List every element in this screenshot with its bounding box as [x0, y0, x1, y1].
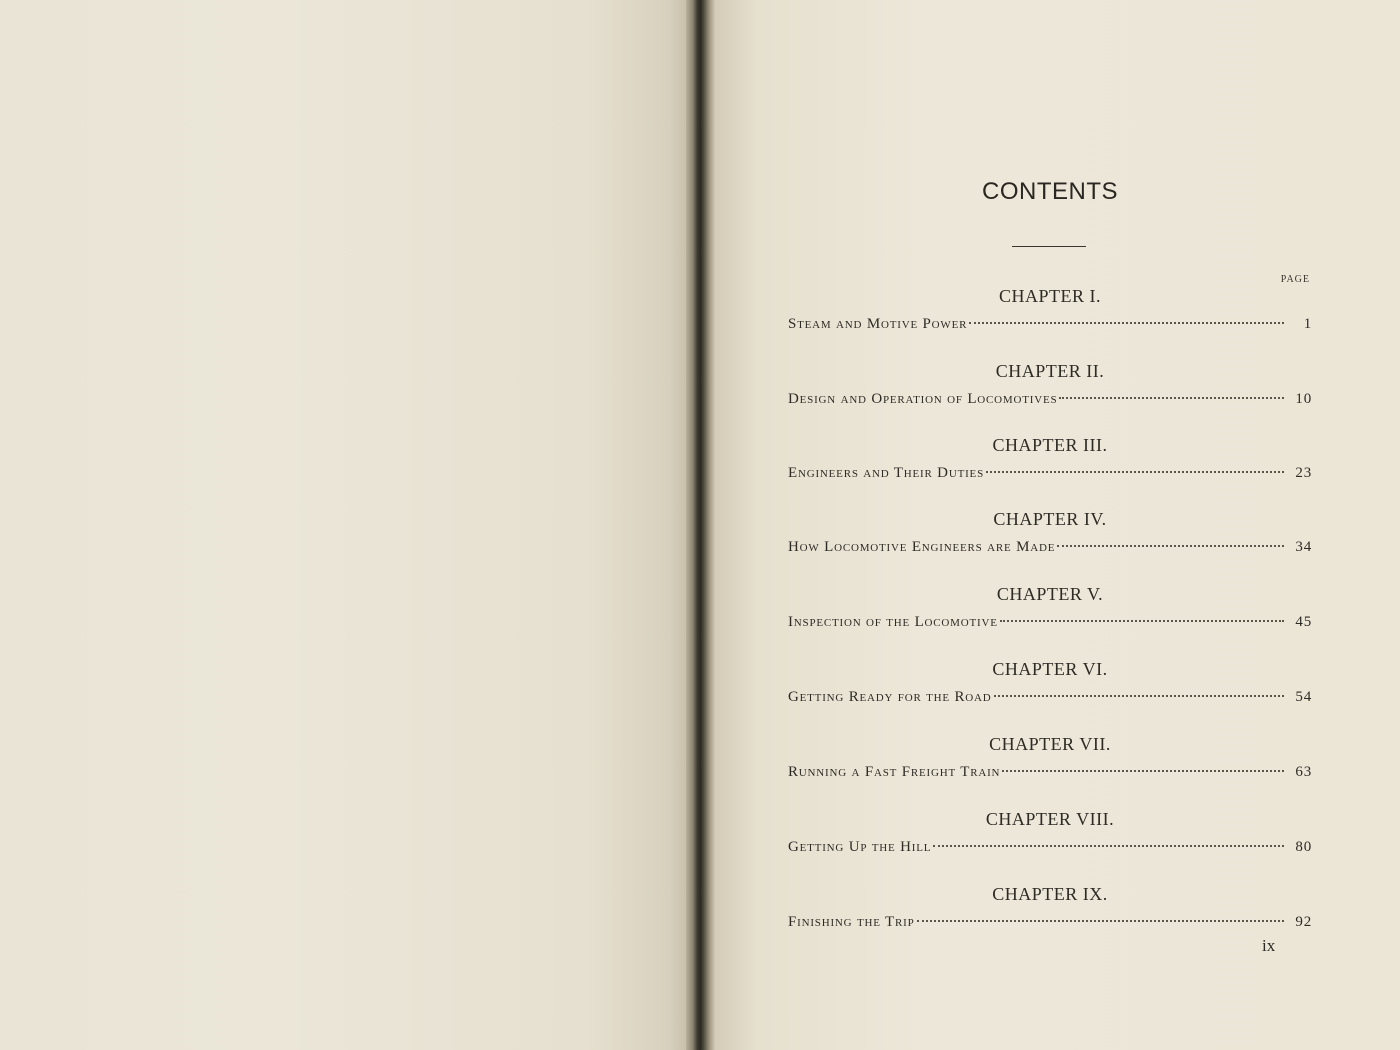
chapter-line: [788, 391, 1312, 408]
dot-leader: [1059, 397, 1284, 399]
chapter-entry: [788, 884, 1312, 959]
chapter-entry: [788, 435, 1312, 510]
chapter-entry: [788, 659, 1312, 734]
chapter-title: Getting Ready for the Road: [788, 689, 992, 705]
chapter-title: Steam and Motive Power: [788, 316, 968, 332]
chapter-title: How Locomotive Engineers are Made: [788, 539, 1056, 555]
chapter-heading: CHAPTER VIII.: [985, 809, 1115, 829]
chapter-title: Design and Operation of Locomotives: [788, 391, 1058, 407]
blank-left-page: [0, 0, 690, 1050]
book-gutter: [686, 0, 716, 1050]
page-folio: ix: [1262, 936, 1276, 955]
chapter-heading: CHAPTER II.: [995, 361, 1105, 381]
chapter-title: Finishing the Trip: [788, 914, 915, 930]
chapter-heading: CHAPTER III.: [992, 435, 1108, 455]
chapter-entry: [788, 361, 1312, 436]
chapter-line: [788, 316, 1312, 333]
chapter-page-number: 80: [1295, 839, 1312, 855]
chapter-heading: CHAPTER IV.: [993, 509, 1107, 529]
chapter-entry: [788, 809, 1312, 884]
chapter-page-number: 92: [1295, 914, 1312, 930]
chapter-page-number: 1: [1303, 316, 1312, 332]
chapter-page-number: 10: [1295, 391, 1312, 407]
chapter-title: Inspection of the Locomotive: [788, 614, 998, 630]
dot-leader: [969, 322, 1284, 324]
chapter-entry: [788, 509, 1312, 584]
chapter-page-number: 23: [1295, 465, 1312, 481]
page-column-label: PAGE: [1280, 274, 1310, 285]
dot-leader: [1000, 620, 1284, 622]
chapter-line: [788, 914, 1312, 931]
chapter-line: [788, 539, 1312, 556]
chapter-line: [788, 764, 1312, 781]
chapter-heading: CHAPTER IX.: [992, 884, 1108, 904]
title-rule-divider: [1012, 246, 1086, 247]
chapter-line: [788, 614, 1312, 631]
dot-leader: [1057, 545, 1284, 547]
chapter-heading: CHAPTER VII.: [989, 734, 1111, 754]
chapter-line: [788, 465, 1312, 482]
dot-leader: [933, 845, 1284, 847]
chapter-line: [788, 689, 1312, 706]
chapter-line: [788, 839, 1312, 856]
chapter-page-number: 54: [1295, 689, 1312, 705]
chapter-entry: [788, 734, 1312, 809]
chapter-entry: [788, 584, 1312, 659]
chapter-page-number: 34: [1295, 539, 1312, 555]
chapter-heading: CHAPTER V.: [996, 584, 1104, 604]
chapter-title: Getting Up the Hill: [788, 839, 932, 855]
dot-leader: [1002, 770, 1284, 772]
chapter-entry: [788, 286, 1312, 361]
dot-leader: [994, 695, 1284, 697]
chapter-page-number: 63: [1295, 764, 1312, 780]
chapter-heading: CHAPTER VI.: [992, 659, 1108, 679]
dot-leader: [917, 920, 1284, 922]
dot-leader: [986, 471, 1284, 473]
chapter-title: Running a Fast Freight Train: [788, 764, 1001, 780]
chapter-title: Engineers and Their Duties: [788, 465, 984, 481]
chapter-page-number: 45: [1295, 614, 1312, 630]
chapter-heading: CHAPTER I.: [998, 286, 1101, 306]
contents-title: CONTENTS: [982, 178, 1118, 205]
